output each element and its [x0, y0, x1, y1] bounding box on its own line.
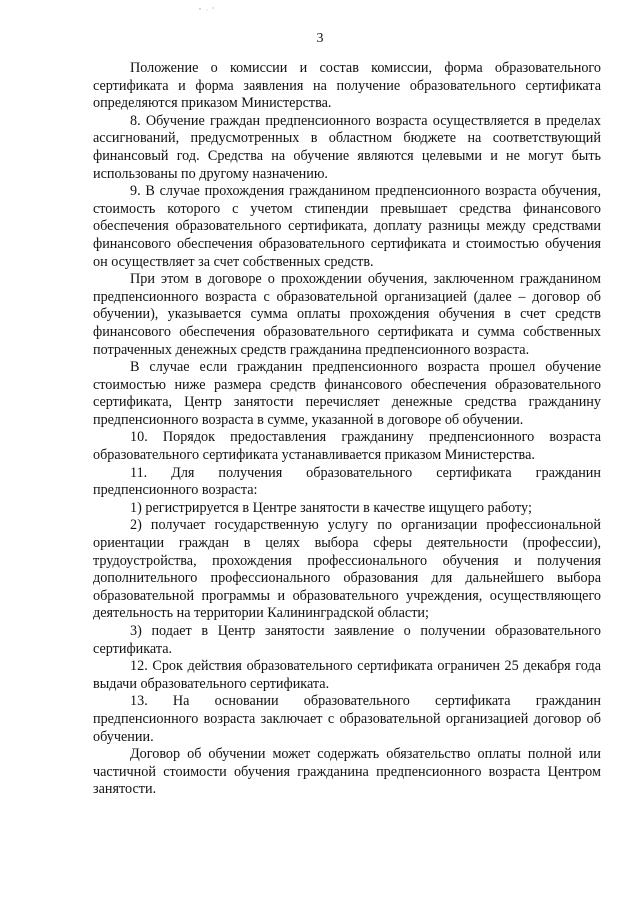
paragraph-13: 13. На основании образовательного сертификата гражданин предпенсионного возраста заключает с образовательной организацией договор об обучении. — [93, 693, 601, 745]
document-body — [93, 60, 601, 799]
paragraph-lower-cost: В случае если гражданин предпенсионного возраста прошел обучение стоимостью ниже размера средств финансового обеспечения образовательного сертификата, Центр занятости перечисляет денежные средства гражданину предпенсионного возраста в сумме, указанной в договоре об обучении. — [93, 359, 601, 428]
list-item-2: 2) получает государственную услугу по организации профессиональной ориентации граждан в целях выбора сферы деятельности (профессии), трудоустройства, прохождения профессионального обучения и получения дополнительного профессионального образования для дальнейшего выбора образовательной программы и образовательного учреждения, осуществляющего деятельность на территории Калининградской области; — [93, 517, 601, 622]
paragraph-commission-regulation: Положение о комиссии и состав комиссии, форма образовательного сертификата и форма заявления на получение образовательного сертификата определяются приказом Министерства. — [93, 60, 601, 112]
paragraph-9: 9. В случае прохождения гражданином предпенсионного возраста обучения, стоимость которого с учетом стипендии превышает средства финансового обеспечения образовательного сертификата, доплату разницы между средствами финансового обеспечения образовательного сертификата и стоимостью обучения он осуществляет за счет собственных средств. — [93, 183, 601, 270]
paragraph-10: 10. Порядок предоставления гражданину предпенсионного возраста образовательного сертификата устанавливается приказом Министерства. — [93, 429, 601, 464]
paragraph-12: 12. Срок действия образовательного сертификата ограничен 25 декабря года выдачи образовательного сертификата. — [93, 658, 601, 692]
paragraph-contract-obligation: Договор об обучении может содержать обязательство оплаты полной или частичной стоимости обучения гражданина предпенсионного возраста Центром занятости. — [93, 746, 601, 798]
list-item-3: 3) подает в Центр занятости заявление о получении образовательного сертификата. — [93, 623, 601, 657]
page-number: 3 — [316, 31, 324, 46]
paragraph-8: 8. Обучение граждан предпенсионного возраста осуществляется в пределах ассигнований, предусмотренных в областном бюджете на соответствующий финансовый год. Средства на обучение являются целевыми и не могут быть использованы по другому назначению. — [93, 112, 601, 182]
scan-speck — [199, 6, 215, 12]
paragraph-contract: При этом в договоре о прохождении обучения, заключенном гражданином предпенсионного возраста с образовательной организацией (далее – договор об обучении), указывается сумма оплаты прохождения обучения в счет средств финансового обеспечения образовательного сертификата и сумма собственных потраченных денежных средств гражданина предпенсионного возраста. — [93, 271, 601, 358]
paragraph-11: 11. Для получения образовательного сертификата гражданин предпенсионного возраста: — [93, 464, 601, 499]
list-item-1: 1) регистрируется в Центре занятости в качестве ищущего работу; — [130, 499, 532, 516]
